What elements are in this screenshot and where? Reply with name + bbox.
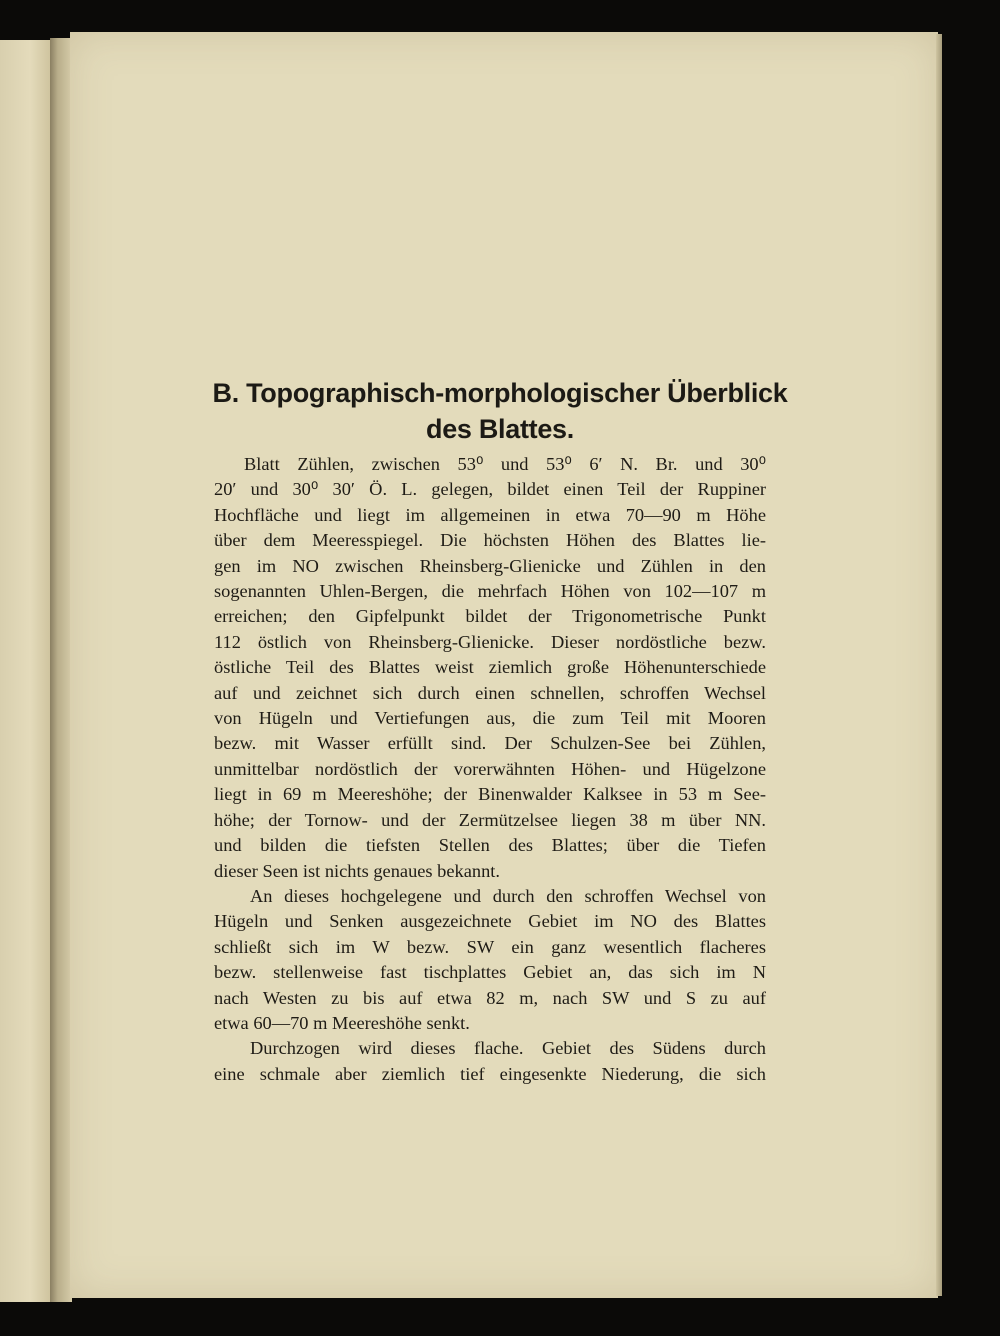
book-gutter bbox=[50, 38, 72, 1302]
left-page-edge bbox=[0, 40, 50, 1302]
body-text bbox=[214, 452, 766, 1087]
text-line: 20′ und 30⁰ 30′ Ö. L. gelegen, bildet einen Teil der Ruppiner bbox=[214, 479, 766, 500]
text-line: auf und zeichnet sich durch einen schnellen, schroffen Wechsel bbox=[214, 682, 766, 703]
text-line: und bilden die tiefsten Stellen des Blattes; über die Tiefen bbox=[214, 835, 766, 856]
text-line: Blatt Zühlen, zwischen 53⁰ und 53⁰ 6′ N. Br. und 30⁰ bbox=[244, 454, 766, 474]
text-line: bezw. stellenweise fast tischplattes Gebiet an, das sich im N bbox=[214, 962, 766, 983]
text-line: 112 östlich von Rheinsberg-Glienicke. Dieser nordöstliche bezw. bbox=[214, 631, 766, 652]
text-line: Durchzogen wird dieses flache. Gebiet des Südens durch bbox=[250, 1038, 766, 1059]
page-right-edge bbox=[936, 34, 942, 1296]
paragraph-1 bbox=[214, 452, 766, 884]
text-line: bezw. mit Wasser erfüllt sind. Der Schulzen-See bei Zühlen, bbox=[214, 733, 766, 754]
text-line: sogenannten Uhlen-Bergen, die mehrfach Höhen von 102—107 m bbox=[214, 581, 766, 602]
text-line: unmittelbar nordöstlich der vorerwähnten Höhen- und Hügelzone bbox=[214, 758, 766, 779]
text-line: Hügeln und Senken ausgezeichnete Gebiet im NO des Blattes bbox=[214, 911, 766, 932]
text-line: östliche Teil des Blattes weist ziemlich große Höhenunterschiede bbox=[214, 657, 766, 678]
text-line: erreichen; den Gipfelpunkt bildet der Trigonometrische Punkt bbox=[214, 606, 766, 627]
section-heading bbox=[200, 375, 800, 447]
paragraph-3 bbox=[214, 1036, 766, 1087]
paragraph-2 bbox=[214, 884, 766, 1036]
section-heading-line-2: des Blattes. bbox=[426, 414, 574, 444]
text-line: höhe; der Tornow- und der Zermützelsee liegen 38 m über NN. bbox=[214, 809, 766, 830]
text-line: eine schmale aber ziemlich tief eingesenkte Niederung, die sich bbox=[214, 1063, 766, 1084]
text-line: über dem Meeresspiegel. Die höchsten Höhen des Blattes lie- bbox=[214, 530, 766, 551]
text-line: An dieses hochgelegene und durch den schroffen Wechsel von bbox=[250, 885, 766, 906]
text-line: etwa 60—70 m Meereshöhe senkt. bbox=[214, 1012, 470, 1033]
text-line: liegt in 69 m Meereshöhe; der Binenwalder Kalksee in 53 m See- bbox=[214, 784, 766, 805]
text-line: schließt sich im W bezw. SW ein ganz wesentlich flacheres bbox=[214, 936, 766, 957]
section-heading-line-1: B. Topographisch-morphologischer Überblick bbox=[212, 378, 788, 408]
text-line: Hochfläche und liegt im allgemeinen in etwa 70—90 m Höhe bbox=[214, 504, 766, 525]
bleed-through-text bbox=[210, 160, 770, 390]
text-line: gen im NO zwischen Rheinsberg-Glienicke und Zühlen in den bbox=[214, 555, 766, 576]
text-line: dieser Seen ist nichts genaues bekannt. bbox=[214, 860, 500, 881]
text-line: nach Westen zu bis auf etwa 82 m, nach SW und S zu auf bbox=[214, 987, 766, 1008]
text-line: von Hügeln und Vertiefungen aus, die zum Teil mit Mooren bbox=[214, 708, 766, 729]
